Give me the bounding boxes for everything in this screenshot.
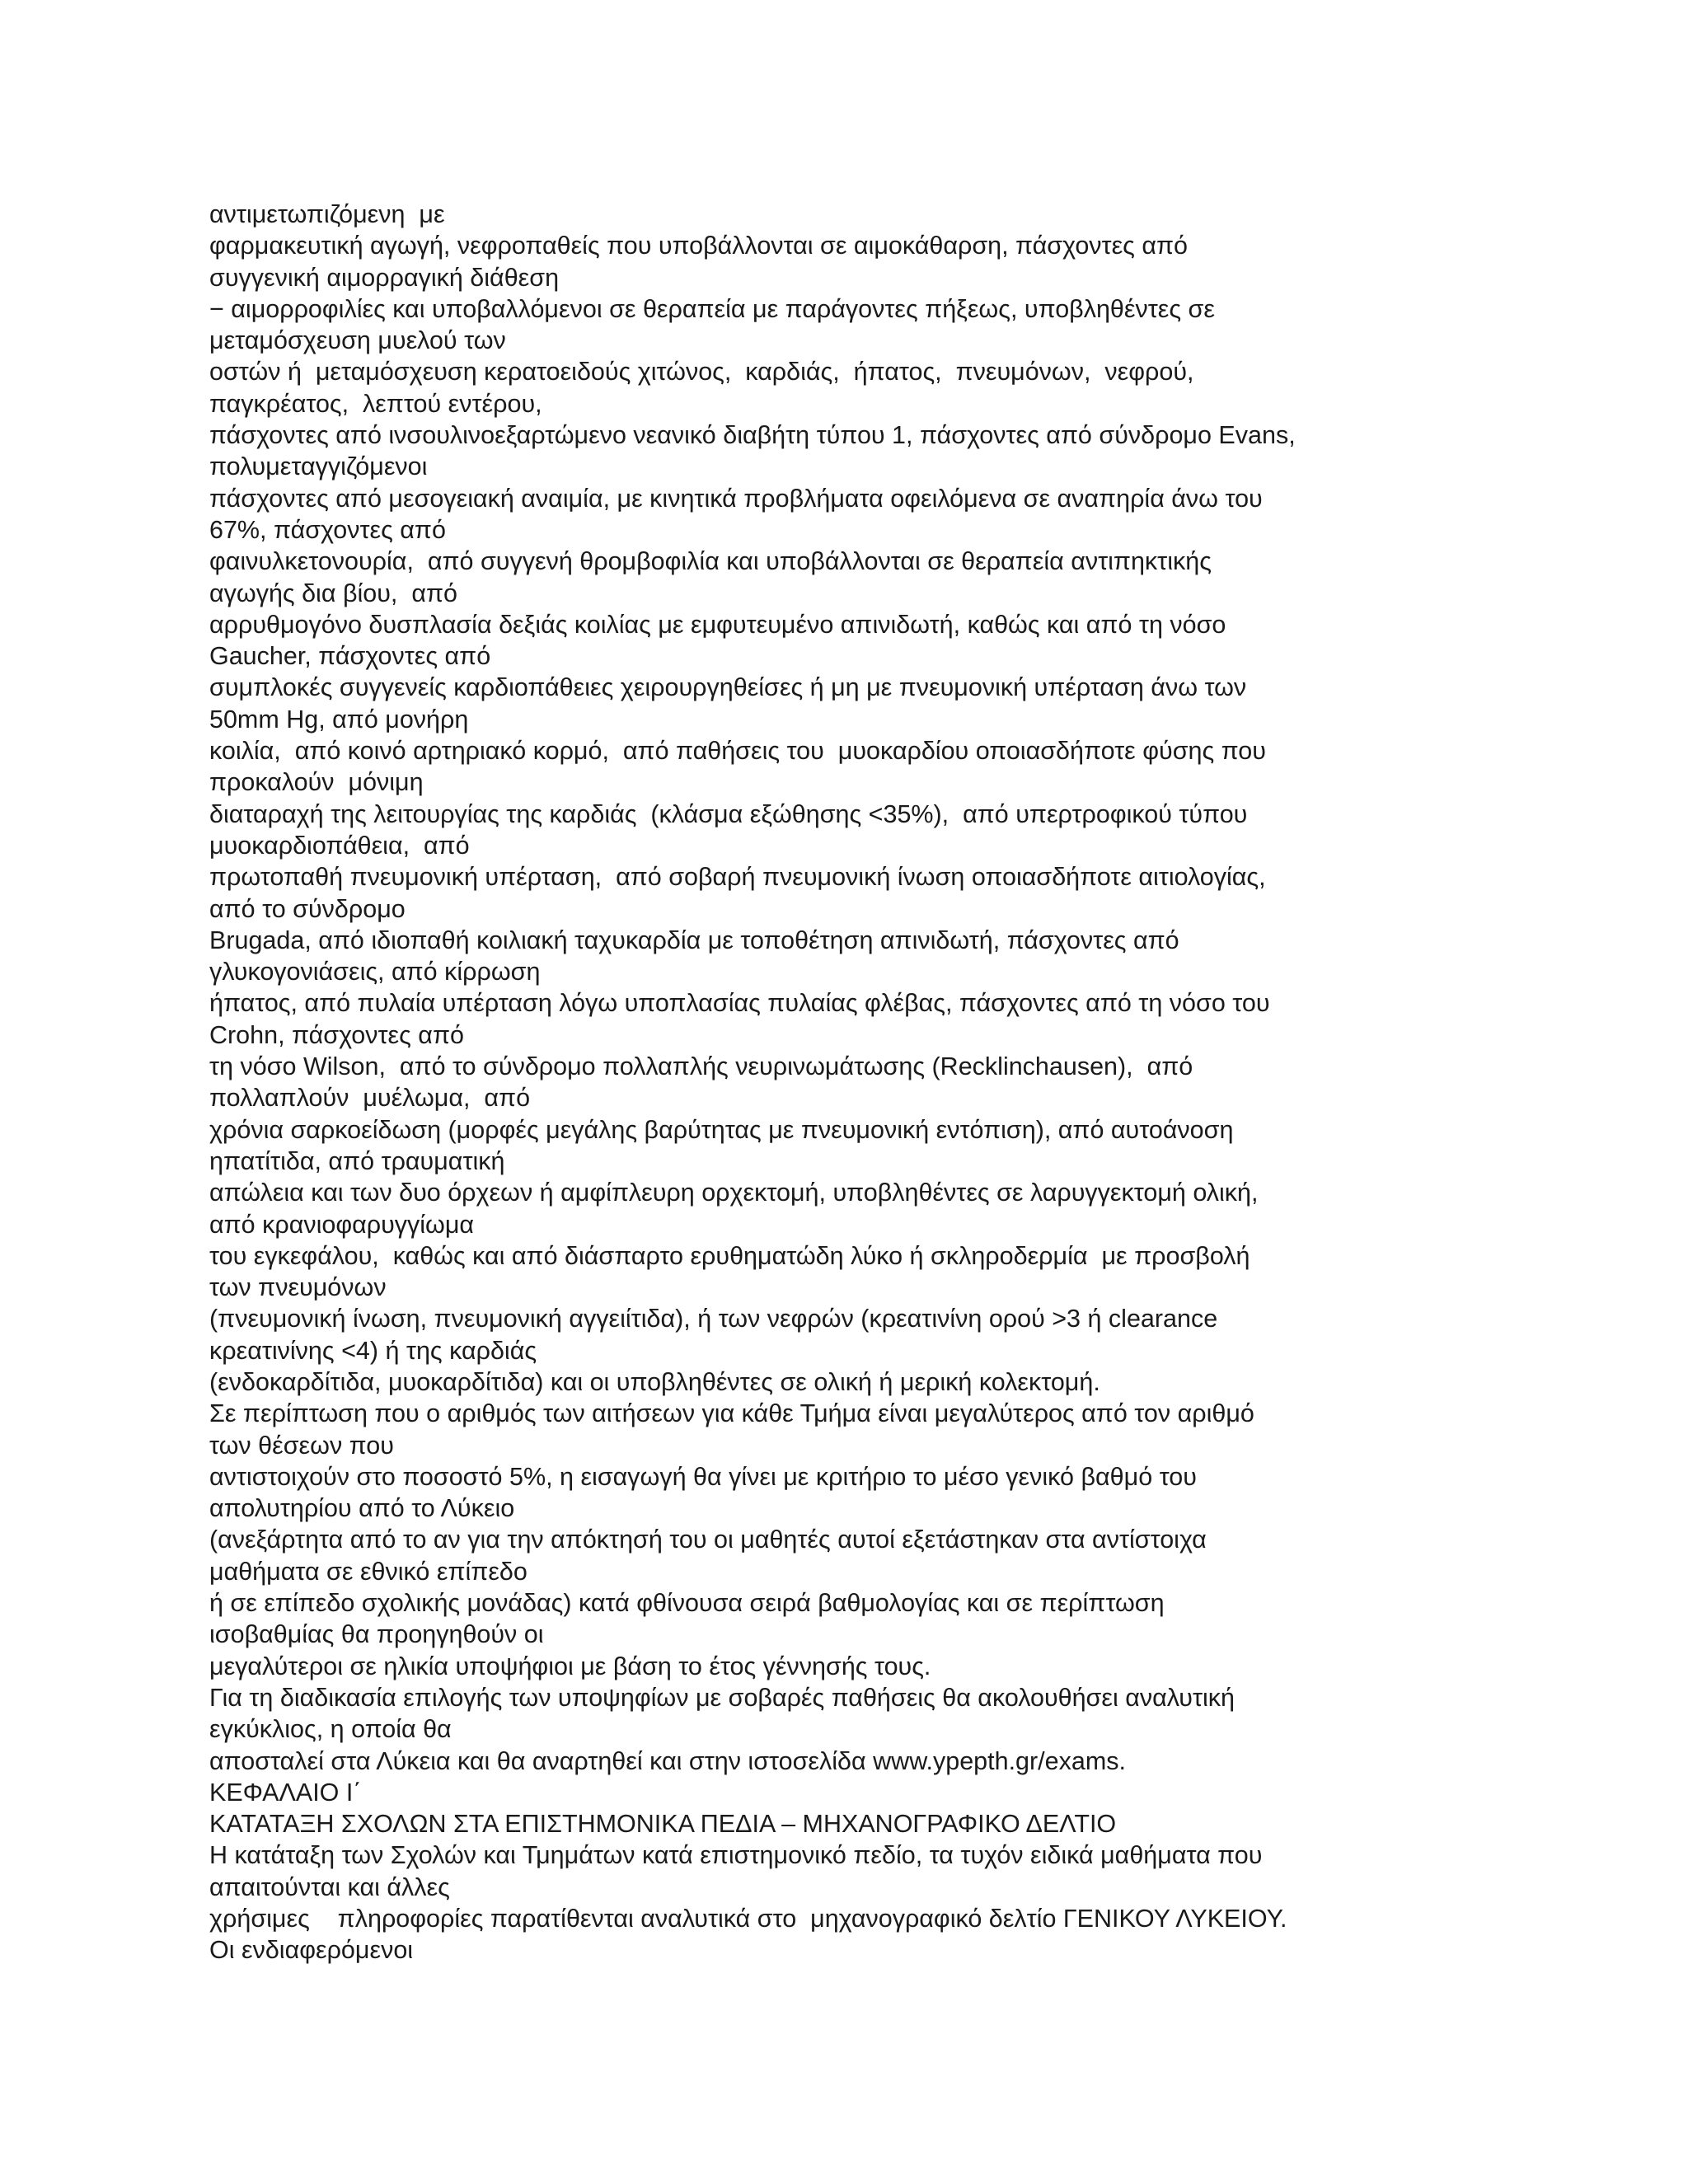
text-line: συγγενική αιμορραγική διάθεση [209,263,560,292]
text-line: οστών ή μεταμόσχευση κερατοειδούς χιτώνος, καρδιάς, ήπατος, πνευμόνων, νεφρού, [209,358,1194,387]
text-line: Για τη διαδικασία επιλογής των υποψηφίων με σοβαρές παθήσεις θα ακολουθήσει αναλυτική [209,1683,1235,1712]
text-line: φαινυλκετονουρία, από συγγενή θρομβοφιλία και υποβάλλονται σε θεραπεία αντιπηκτικής [209,547,1212,576]
text-line: εγκύκλιος, η οποία θα [209,1715,452,1744]
text-line: αντιμετωπιζόμενη με [209,200,445,228]
text-line: (ανεξάρτητα από το αν για την απόκτησή του οι μαθητές αυτοί εξετάστηκαν στα αντίστοιχα [209,1526,1207,1554]
text-line: χρόνια σαρκοείδωση (μορφές μεγάλης βαρύτητας με πνευμονική εντόπιση), από αυτοάνοση [209,1115,1234,1144]
text-line: πάσχοντες από μεσογειακή αναιμία, με κινητικά προβλήματα οφειλόμενα σε αναπηρία άνω του [209,484,1263,513]
text-line: (ενδοκαρδίτιδα, μυοκαρδίτιδα) και οι υποβληθέντες σε ολική ή μερική κολεκτομή. [209,1367,1100,1396]
text-line: αγωγής δια βίου, από [209,579,457,607]
text-line: − αιμορροφιλίες και υποβαλλόμενοι σε θεραπεία με παράγοντες πήξεως, υποβληθέντες σε [209,294,1215,323]
text-line: προκαλούν μόνιμη [209,768,424,797]
text-line: μεταμόσχευση μυελού των [209,326,506,355]
text-line: ισοβαθμίας θα προηγηθούν οι [209,1620,544,1649]
text-line: ΚΑΤΑΤΑΞΗ ΣΧΟΛΩΝ ΣΤΑ ΕΠΙΣΤΗΜΟΝΙΚΑ ΠΕΔΙΑ – ΜΗΧΑΝΟΓΡΑΦΙΚΟ ΔΕΛΤΙΟ [209,1810,1117,1839]
text-line: 50mm Hg, από μονήρη [209,705,469,733]
text-line: μαθήματα σε εθνικό επίπεδο [209,1557,528,1586]
text-line: ηπατίτιδα, από τραυματική [209,1146,505,1175]
text-line: ΚΕΦΑΛΑΙΟ Ι΄ [209,1778,362,1807]
text-line: του εγκεφάλου, καθώς και από διάσπαρτο ερυθηματώδη λύκο ή σκληροδερμία με προσβολή [209,1241,1250,1270]
text-line: χρήσιμες πληροφορίες παρατίθενται αναλυτικά στο μηχανογραφικό δελτίο ΓΕΝΙΚΟΥ ΛΥΚΕΙΟΥ. [209,1905,1287,1933]
text-line: ήπατος, από πυλαία υπέρταση λόγω υποπλασίας πυλαίας φλέβας, πάσχοντες από τη νόσο του [209,989,1270,1018]
text-line: από το σύνδρομο [209,894,406,923]
text-line: Σε περίπτωση που ο αριθμός των αιτήσεων για κάθε Τμήμα είναι μεγαλύτερος από τον αριθμό [209,1399,1254,1428]
text-line: αποσταλεί στα Λύκεια και θα αναρτηθεί και στην ιστοσελίδα www.ypepth.gr/exams. [209,1746,1126,1775]
text-line: Gaucher, πάσχοντες από [209,642,491,671]
text-line: αντιστοιχούν στο ποσοστό 5%, η εισαγωγή θα γίνει με κριτήριο το μέσο γενικό βαθμό του [209,1462,1197,1491]
text-line: μυοκαρδιοπάθεια, από [209,831,470,860]
text-line: Crohn, πάσχοντες από [209,1020,464,1049]
text-line: Brugada, από ιδιοπαθή κοιλιακή ταχυκαρδία με τοποθέτηση απινιδωτή, πάσχοντες από [209,926,1179,954]
text-line: πάσχοντες από ινσουλινοεξαρτώμενο νεανικό διαβήτη τύπου 1, πάσχοντες από σύνδρομο Evans, [209,421,1296,450]
text-line: πολυμεταγγιζόμενοι [209,452,428,481]
text-line: 67%, πάσχοντες από [209,515,446,544]
text-line: συμπλοκές συγγενείς καρδιοπάθειες χειρουργηθείσες ή μη με πνευμονική υπέρταση άνω των [209,673,1247,702]
text-line: (πνευμονική ίνωση, πνευμονική αγγειίτιδα), ή των νεφρών (κρεατινίνη ορού >3 ή clearance [209,1305,1218,1333]
text-line: παγκρέατος, λεπτού εντέρου, [209,389,542,418]
document-body-text [209,199,1495,1966]
text-line: Οι ενδιαφερόμενοι [209,1936,414,1965]
text-line: από κρανιοφαρυγγίωμα [209,1210,475,1239]
text-line: ή σε επίπεδο σχολικής μονάδας) κατά φθίνουσα σειρά βαθμολογίας και σε περίπτωση [209,1589,1165,1618]
text-line: πολλαπλούν μυέλωμα, από [209,1084,531,1113]
text-line: Η κατάταξη των Σχολών και Τμημάτων κατά επιστημονικό πεδίο, τα τυχόν ειδικά μαθήματα που [209,1841,1263,1870]
text-line: απολυτηρίου από το Λύκειο [209,1494,515,1523]
text-line: κοιλία, από κοινό αρτηριακό κορμό, από παθήσεις του μυοκαρδίου οποιασδήποτε φύσης που [209,737,1266,766]
text-line: διαταραχή της λειτουργίας της καρδιάς (κλάσμα εξώθησης <35%), από υπερτροφικού τύπου [209,799,1248,828]
text-line: μεγαλύτεροι σε ηλικία υποψήφιοι με βάση το έτος γέννησής τους. [209,1652,931,1680]
text-line: απώλεια και των δυο όρχεων ή αμφίπλευρη ορχεκτομή, υποβληθέντες σε λαρυγγεκτομή ολική, [209,1179,1259,1207]
text-line: φαρμακευτική αγωγή, νεφροπαθείς που υποβάλλονται σε αιμοκάθαρση, πάσχοντες από [209,232,1188,260]
text-line: των πνευμόνων [209,1273,387,1302]
text-line: αρρυθμογόνο δυσπλασία δεξιάς κοιλίας με εμφυτευμένο απινιδωτή, καθώς και από τη νόσο [209,610,1226,639]
text-line: κρεατινίνης <4) ή της καρδιάς [209,1336,537,1365]
text-line: πρωτοπαθή πνευμονική υπέρταση, από σοβαρή πνευμονική ίνωση οποιασδήποτε αιτιολογίας, [209,863,1266,892]
text-line: των θέσεων που [209,1431,394,1460]
text-line: γλυκογονιάσεις, από κίρρωση [209,958,541,987]
text-line: απαιτούνται και άλλες [209,1872,450,1901]
text-line: τη νόσο Wilson, από το σύνδρομο πολλαπλής νευρινωμάτωσης (Recklinchausen), από [209,1052,1193,1081]
